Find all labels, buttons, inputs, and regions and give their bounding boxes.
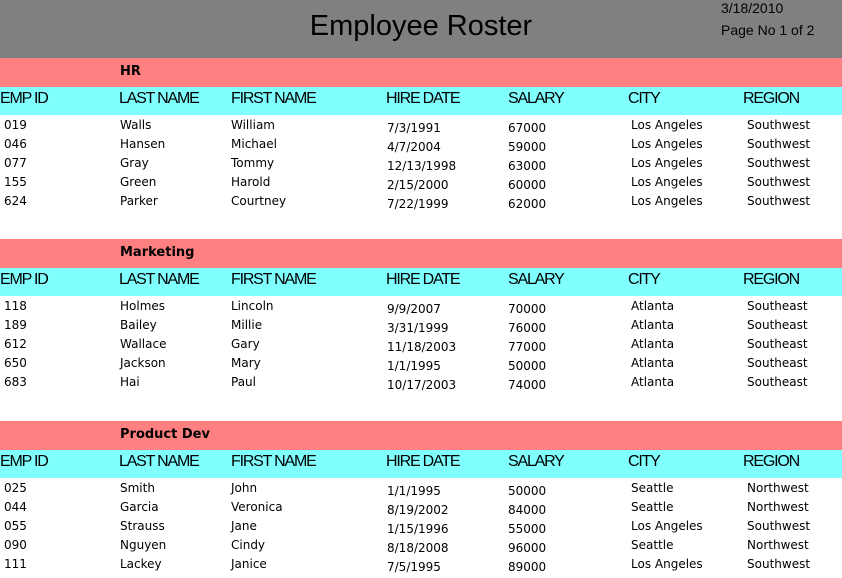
table-cell: John <box>231 481 258 495</box>
table-cell: Cindy <box>231 538 266 552</box>
table-row <box>0 173 842 192</box>
table-cell: Garcia <box>120 500 159 514</box>
table-cell: 683 <box>4 375 27 389</box>
column-header-row <box>0 87 842 115</box>
column-header: REGION <box>743 90 799 107</box>
table-cell: 12/13/1998 <box>387 159 457 173</box>
column-header: LAST NAME <box>119 90 199 107</box>
column-header: REGION <box>743 271 799 288</box>
column-header: LAST NAME <box>119 453 199 470</box>
table-cell: Southeast <box>747 375 808 389</box>
table-cell: 624 <box>4 194 27 208</box>
table-row <box>0 192 842 211</box>
table-cell: Paul <box>231 375 256 389</box>
table-cell: 62000 <box>508 197 547 211</box>
column-header: EMP ID <box>0 271 48 288</box>
column-header-row <box>0 450 842 478</box>
table-cell: 8/18/2008 <box>387 541 449 555</box>
column-header-row <box>0 268 842 296</box>
table-cell: Lackey <box>120 557 162 571</box>
table-cell: 55000 <box>508 522 547 536</box>
group-name: HR <box>120 64 141 79</box>
column-header: CITY <box>628 453 660 470</box>
table-cell: Walls <box>120 118 152 132</box>
table-cell: Los Angeles <box>631 519 703 533</box>
table-cell: Gary <box>231 337 260 351</box>
table-cell: 70000 <box>508 302 547 316</box>
table-cell: Hai <box>120 375 140 389</box>
column-header: LAST NAME <box>119 271 199 288</box>
table-row <box>0 536 842 555</box>
table-cell: Atlanta <box>631 375 675 389</box>
group-header <box>0 421 842 450</box>
table-cell: 60000 <box>508 178 547 192</box>
table-cell: 7/3/1991 <box>387 121 441 135</box>
table-row <box>0 116 842 135</box>
table-row <box>0 154 842 173</box>
column-header: FIRST NAME <box>231 453 316 470</box>
table-cell: Northwest <box>747 481 809 495</box>
table-cell: Michael <box>231 137 277 151</box>
table-row <box>0 498 842 517</box>
column-header: EMP ID <box>0 90 48 107</box>
table-cell: 025 <box>4 481 27 495</box>
table-cell: Southwest <box>747 175 811 189</box>
table-cell: 3/31/1999 <box>387 321 449 335</box>
table-cell: Los Angeles <box>631 118 703 132</box>
group-rows <box>0 297 842 392</box>
table-cell: 118 <box>4 299 27 313</box>
table-cell: Atlanta <box>631 299 675 313</box>
table-cell: 84000 <box>508 503 547 517</box>
table-cell: 650 <box>4 356 27 370</box>
table-cell: Harold <box>231 175 271 189</box>
report-title: Employee Roster <box>309 10 533 42</box>
table-cell: Los Angeles <box>631 194 703 208</box>
table-cell: Strauss <box>120 519 165 533</box>
table-cell: 77000 <box>508 340 547 354</box>
table-cell: Veronica <box>231 500 283 514</box>
table-cell: 1/15/1996 <box>387 522 449 536</box>
table-cell: Seattle <box>631 481 674 495</box>
group-rows <box>0 479 842 574</box>
table-cell: 74000 <box>508 378 547 392</box>
table-cell: Los Angeles <box>631 557 703 571</box>
group-header <box>0 58 842 87</box>
table-cell: Millie <box>231 318 263 332</box>
table-cell: 10/17/2003 <box>387 378 457 392</box>
table-cell: 63000 <box>508 159 547 173</box>
group-header <box>0 239 842 268</box>
column-header: SALARY <box>508 90 564 107</box>
table-row <box>0 517 842 536</box>
table-cell: Lincoln <box>231 299 274 313</box>
table-cell: 7/22/1999 <box>387 197 449 211</box>
table-row <box>0 135 842 154</box>
table-cell: Jackson <box>120 356 166 370</box>
table-cell: 8/19/2002 <box>387 503 449 517</box>
table-cell: Atlanta <box>631 318 675 332</box>
table-cell: Los Angeles <box>631 175 703 189</box>
table-cell: Courtney <box>231 194 287 208</box>
table-cell: 090 <box>4 538 27 552</box>
table-cell: Parker <box>120 194 158 208</box>
table-cell: 155 <box>4 175 27 189</box>
table-cell: Southwest <box>747 519 811 533</box>
column-header: SALARY <box>508 453 564 470</box>
table-cell: 2/15/2000 <box>387 178 449 192</box>
table-cell: Atlanta <box>631 356 675 370</box>
table-cell: Gray <box>120 156 149 170</box>
table-cell: Southwest <box>747 118 811 132</box>
group-name: Product Dev <box>120 427 210 442</box>
table-cell: Southwest <box>747 557 811 571</box>
table-row <box>0 555 842 574</box>
report-date: 3/18/2010 <box>721 0 784 16</box>
table-cell: Holmes <box>120 299 166 313</box>
table-cell: 612 <box>4 337 27 351</box>
table-cell: 044 <box>4 500 27 514</box>
table-cell: 189 <box>4 318 27 332</box>
table-cell: 89000 <box>508 560 547 574</box>
table-cell: 67000 <box>508 121 547 135</box>
table-cell: Seattle <box>631 538 674 552</box>
table-cell: Northwest <box>747 538 809 552</box>
table-cell: 4/7/2004 <box>387 140 441 154</box>
table-cell: Southeast <box>747 318 808 332</box>
table-cell: 76000 <box>508 321 547 335</box>
table-cell: William <box>231 118 275 132</box>
column-header: HIRE DATE <box>386 453 460 470</box>
table-cell: Nguyen <box>120 538 167 552</box>
column-header: CITY <box>628 90 660 107</box>
column-header: CITY <box>628 271 660 288</box>
column-header: HIRE DATE <box>386 90 460 107</box>
column-header: FIRST NAME <box>231 271 316 288</box>
table-cell: Janice <box>231 557 267 571</box>
table-cell: 077 <box>4 156 27 170</box>
table-cell: Los Angeles <box>631 156 703 170</box>
table-cell: Smith <box>120 481 155 495</box>
group-name: Marketing <box>120 245 195 260</box>
page-number: Page No 1 of 2 <box>721 22 815 38</box>
table-cell: 50000 <box>508 484 547 498</box>
table-row <box>0 479 842 498</box>
table-cell: 50000 <box>508 359 547 373</box>
table-cell: 1/1/1995 <box>387 359 441 373</box>
table-cell: Mary <box>231 356 261 370</box>
group-rows <box>0 116 842 211</box>
table-cell: Seattle <box>631 500 674 514</box>
table-cell: Atlanta <box>631 337 675 351</box>
table-cell: Bailey <box>120 318 157 332</box>
table-row <box>0 373 842 392</box>
table-cell: 96000 <box>508 541 547 555</box>
table-row <box>0 335 842 354</box>
table-cell: Los Angeles <box>631 137 703 151</box>
table-cell: 055 <box>4 519 27 533</box>
table-cell: 59000 <box>508 140 547 154</box>
table-row <box>0 316 842 335</box>
table-row <box>0 354 842 373</box>
table-cell: Southeast <box>747 299 808 313</box>
table-cell: 11/18/2003 <box>387 340 457 354</box>
table-cell: 9/9/2007 <box>387 302 441 316</box>
table-cell: Southwest <box>747 194 811 208</box>
table-cell: Jane <box>231 519 257 533</box>
table-cell: 7/5/1995 <box>387 560 441 574</box>
table-cell: Northwest <box>747 500 809 514</box>
table-cell: Hansen <box>120 137 166 151</box>
table-cell: Southwest <box>747 137 811 151</box>
column-header: SALARY <box>508 271 564 288</box>
table-cell: 111 <box>4 557 27 571</box>
table-cell: 1/1/1995 <box>387 484 441 498</box>
table-cell: Wallace <box>120 337 167 351</box>
table-cell: 046 <box>4 137 27 151</box>
table-cell: 019 <box>4 118 27 132</box>
report-header <box>0 0 842 58</box>
column-header: FIRST NAME <box>231 90 316 107</box>
table-cell: Southeast <box>747 356 808 370</box>
table-row <box>0 297 842 316</box>
column-header: REGION <box>743 453 799 470</box>
table-cell: Green <box>120 175 157 189</box>
table-cell: Tommy <box>231 156 275 170</box>
table-cell: Southwest <box>747 156 811 170</box>
column-header: EMP ID <box>0 453 48 470</box>
table-cell: Southeast <box>747 337 808 351</box>
column-header: HIRE DATE <box>386 271 460 288</box>
